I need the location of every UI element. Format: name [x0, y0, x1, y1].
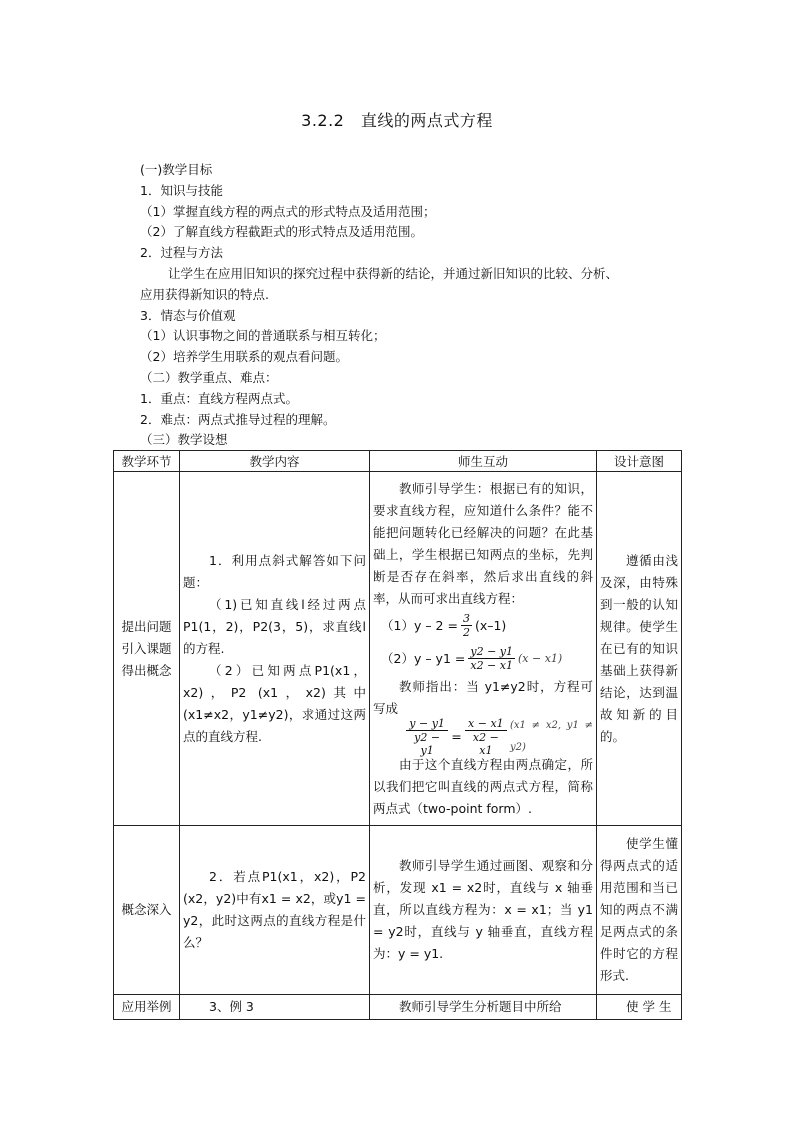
header-interaction: 师生互动: [370, 451, 597, 472]
intent-cell: 使学生懂得两点式的适用范围和当已知的两点不满足两点式的条件时它的方程形式.: [597, 826, 682, 995]
eq1-numerator: 3: [462, 612, 470, 625]
stage-cell: 概念深入: [114, 826, 180, 995]
eq2-right: (x − x1): [518, 651, 563, 665]
interaction-paragraph: 由于这个直线方程由两点确定，所以我们把它叫直线的两点式方程，简称两点式（two-point form）.: [373, 756, 593, 816]
objective-item: （2）了解直线方程截距式的形式特点及适用范围。: [140, 224, 423, 239]
eq1-left: （1）y – 2 =: [381, 617, 458, 633]
table-header-row: [114, 451, 682, 472]
equation-1: [373, 610, 593, 642]
eq2-numerator: y2 − y1: [470, 645, 513, 658]
eq3-denominator-right: x2 − x1: [472, 730, 499, 757]
lesson-table: [113, 450, 682, 1020]
section-objectives: (一)教学目标: [140, 162, 213, 177]
eq3-fraction-right: [465, 717, 507, 757]
content-cell: 3、例 3: [180, 995, 370, 1020]
keypoint-item: 2．难点：两点式推导过程的理解。: [140, 412, 336, 427]
section-keypoints: （二）教学重点、难点：: [140, 370, 278, 385]
content-paragraph: （1)已知直线l经过两点P1(1，2)，P2(3，5)，求直线l的方程.: [183, 596, 366, 656]
objective-item: （1）掌握直线方程的两点式的形式特点及适用范围；: [140, 204, 436, 219]
content-paragraph: 1．利用点斜式解答如下问题：: [183, 552, 366, 590]
table-row: [114, 826, 682, 995]
equation-2: [373, 642, 593, 676]
objective-process: 2．过程与方法: [140, 245, 223, 260]
table-row: [114, 472, 682, 826]
interaction-cell: 教师引导学生分析题目中所给: [370, 995, 597, 1020]
eq1-denominator: 2: [462, 626, 470, 639]
intent-cell: 遵循由浅及深，由特殊到一般的认知规律。使学生在已有的知识基础上获得新结论，达到温故知新的目的。: [597, 472, 682, 826]
eq3-condition: (x1 ≠ x2, y1 ≠ y2): [509, 719, 593, 753]
objective-item: （2）培养学生用联系的观点看问题。: [140, 349, 348, 364]
header-stage: 教学环节: [114, 451, 180, 472]
header-intent: 设计意图: [597, 451, 682, 472]
eq3-numerator-right: x − x1: [465, 717, 507, 731]
interaction-paragraph: 教师指出：当 y1≠y2时，方程可写成: [373, 678, 593, 716]
eq1-fraction: [461, 612, 472, 639]
content-cell: [180, 472, 370, 826]
eq2-fraction: [468, 645, 515, 672]
eq2-denominator: x2 − x1: [470, 659, 513, 672]
objective-attitude: 3．情态与价值观: [140, 308, 236, 323]
objective-item: （1）认识事物之间的普通联系与相互转化；: [140, 328, 386, 343]
interaction-paragraph: 教师引导学生：根据已有的知识，要求直线方程，应知道什么条件？能不能把问题转化已经解决的问题？在此基础上，学生根据已知两点的坐标，先判断是否存在斜率，然后求出直线的斜率，从而可求出直线方程：: [373, 480, 593, 606]
eq1-right: (x–1): [474, 617, 507, 633]
eq3-fraction-left: [406, 717, 448, 757]
table-row: [114, 995, 682, 1020]
paragraph-line: 应用获得新知识的特点.: [140, 287, 269, 302]
keypoint-item: 1．重点：直线方程两点式。: [140, 391, 298, 406]
intent-cell: 使 学 生: [597, 995, 682, 1020]
paragraph-line: 让学生在应用旧知识的探究过程中获得新的结论，并通过新旧知识的比较、分析、: [168, 266, 619, 281]
content-cell: 2．若点P1(x1，x2)，P2 (x2，y2)中有x1 = x2，或y1 = y2，此时这两点的直线方程是什么？: [180, 826, 370, 995]
interaction-cell: [370, 472, 597, 826]
objective-knowledge: 1．知识与技能: [140, 183, 223, 198]
eq3-numerator-left: y − y1: [406, 717, 448, 731]
interaction-cell: 教师引导学生通过画图、观察和分析，发现 x1 = x2时，直线与 x 轴垂直，所以直线方程为：x = x1；当 y1 = y2时，直线与 y 轴垂直，直线方程为：y = y1.: [370, 826, 597, 995]
content-paragraph: （2）已知两点P1(x1，x2)，P2 (x1，x2)其中(x1≠x2，y1≠y2)，求通过这两点的直线方程.: [183, 662, 366, 744]
stage-cell: 提出问题引入课题得出概念: [114, 472, 180, 826]
page-title: 3.2.2 直线的两点式方程: [301, 111, 493, 130]
equation-3: $\frac{y - y1}{y2 - y1}$ = $\frac{x - x1}{x2 - x1}$ (x1 ≠ x2, y1 ≠ y2): [373, 720, 593, 754]
eq3-denominator-left: y2 − y1: [414, 730, 441, 757]
header-content: 教学内容: [180, 451, 370, 472]
eq2-left: （2）y – y1 =: [381, 650, 466, 666]
stage-cell: 应用举例: [114, 995, 180, 1020]
section-design: （三）教学设想: [140, 432, 228, 447]
